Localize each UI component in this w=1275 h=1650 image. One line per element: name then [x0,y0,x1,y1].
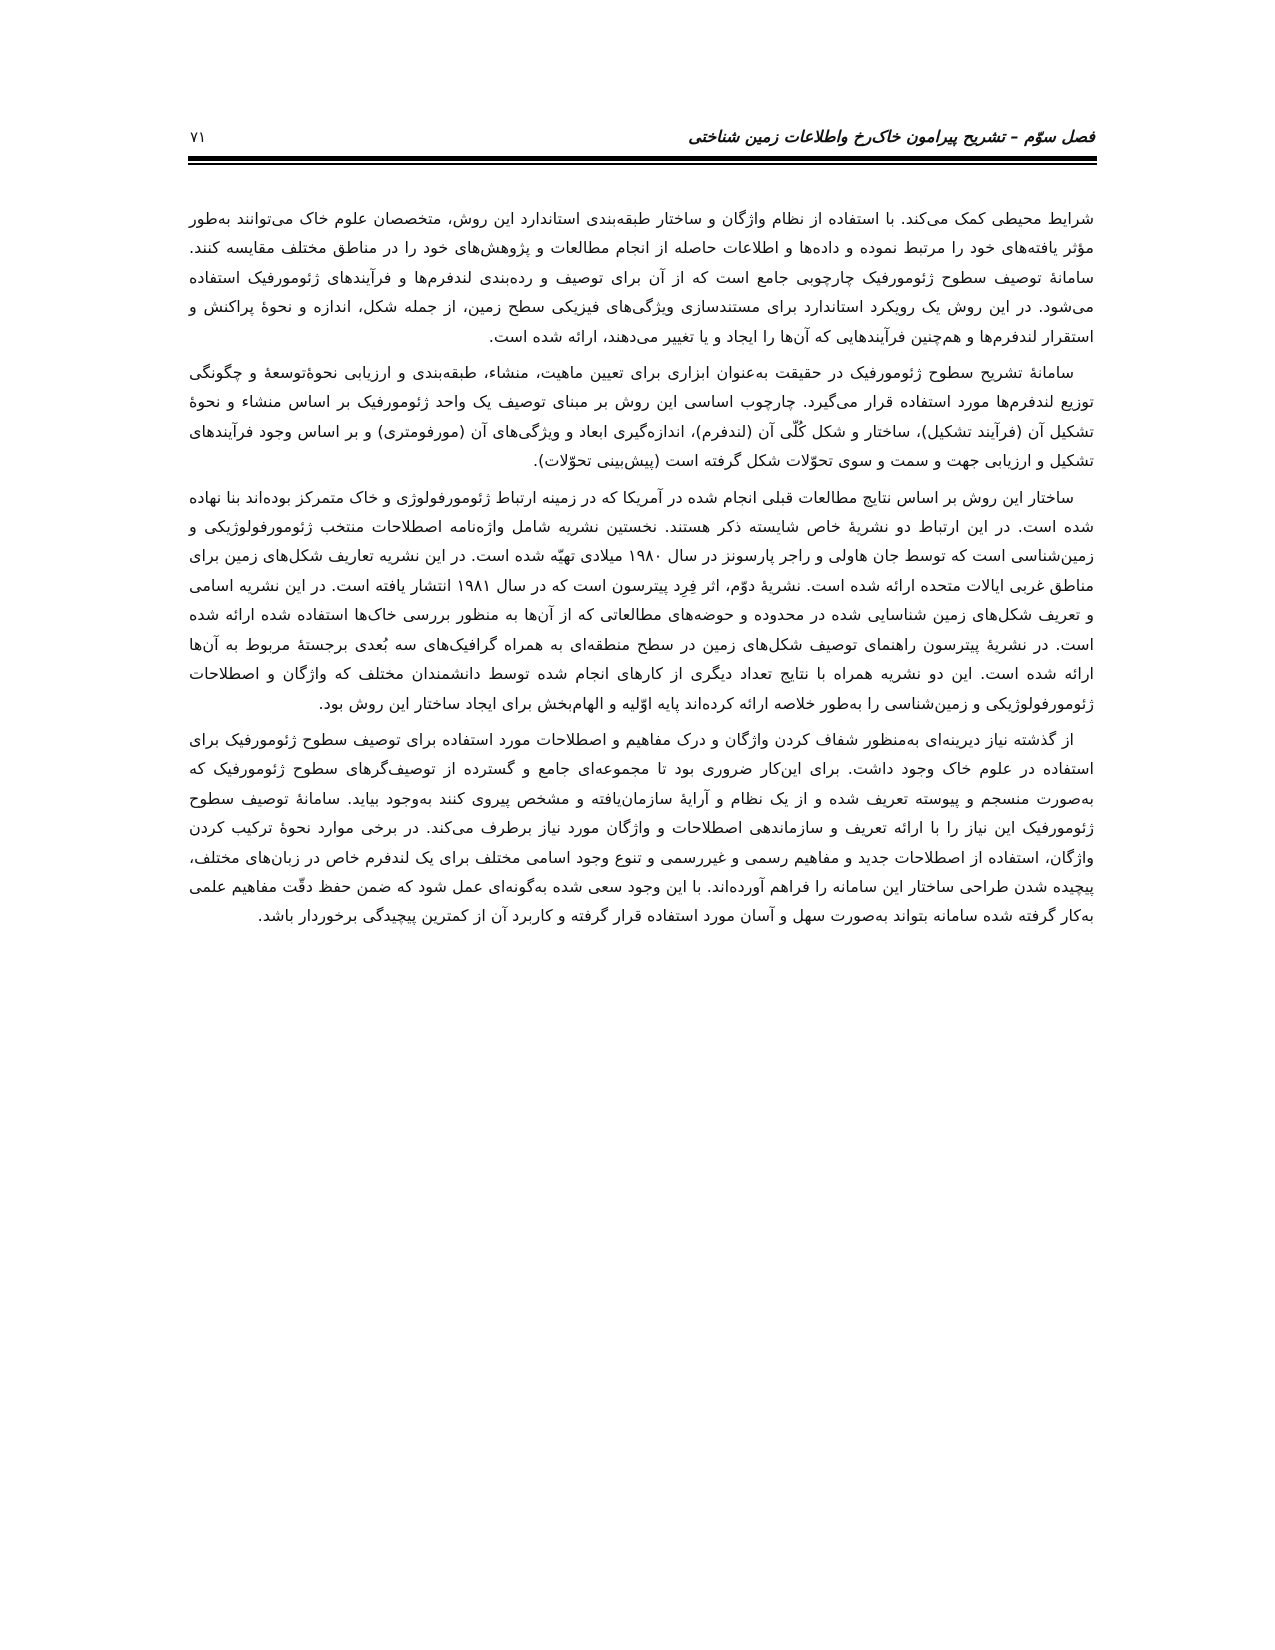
header-rule-thick [188,156,1097,161]
page-number: ۷۱ [190,128,207,146]
chapter-title: فصل سوّم – تشریح پیرامون خاک‌رخ واطلاعات زمین شناختی [688,127,1095,146]
running-header [190,124,1095,154]
paragraph-4: از گذشته نیاز دیرینه‌ای به‌منظور شفاف کردن واژگان و درک مفاهیم و اصطلاحات مورد استفاده برای توصیف سطوح ژئومورفیک برای استفاده در علوم خاک وجود داشت. برای این‌کار ضروری بود تا مجموعه‌ای جامع و گسترده از توصیف‌گرهای سطوح ژئومورفیک که به‌صورت منسجم و پیوسته تعریف شده و از یک نظام و آرایهٔ سازمان‌یافته و مشخص پیروی کنند به‌وجود بیاید. سامانهٔ توصیف سطوح ژئومورفیک این نیاز را با ارائه تعریف و سازماندهی اصطلاحات و واژگان مورد نیاز برطرف می‌کند. در برخی موارد نحوهٔ ترکیب کردن واژگان، استفاده از اصطلاحات جدید و مفاهیم رسمی و غیررسمی و تنوع وجود اسامی مختلف برای یک لندفرم خاص در زبان‌های مختلف، پیچیده شدن طراحی ساختار این سامانه را فراهم آورده‌اند. با این وجود سعی شده به‌گونه‌ای عمل شود که ضمن حفظ دقّت مفاهیم علمی به‌کار گرفته شده سامانه بتواند به‌صورت سهل و آسان مورد استفاده قرار گرفته و کاربرد آن از کمترین پیچیدگی برخوردار باشد. [189,729,1094,926]
header-rule-thin [188,163,1097,165]
body-text [189,204,1094,938]
paragraph-3: ساختار این روش بر اساس نتایج مطالعات قبلی انجام شده در آمریکا که در زمینه ارتباط ژئومورفولوژی و خاک متمرکز بوده‌اند بنا نهاده شده است. در این ارتباط دو نشریهٔ خاص شایسته ذکر هستند. نخستین نشریه شامل واژه‌نامه اصطلاحات منتخب ژئومورفولوژیکی و زمین‌شناسی است که توسط جان هاولی و راجر پارسونز در سال ۱۹۸۰ میلادی تهیّه شده است. در این نشریه تعاریف شکل‌های زمین برای مناطق غربی ایالات متحده ارائه شده است. نشریهٔ دوّم، اثر فِرِد پیترسون است که در سال ۱۹۸۱ انتشار یافته است. در این نشریه اسامی و تعریف شکل‌های زمین شناسایی شده در محدوده و حوضه‌های مطالعاتی که از آن‌ها به منظور بررسی خاک‌ها استفاده شده ارائه شده است. در نشریهٔ پیترسون راهنمای توصیف شکل‌های زمین در سطح منطقه‌ای به همراه گرافیک‌های سه بُعدی برجستهٔ مربوط به آن‌ها ارائه شده است. این دو نشریه همراه با نتایج تعداد دیگری از کارهای انجام شده توسط دانشمندان مختلف که واژگان و اصطلاحات ژئومورفولوژیکی و زمین‌شناسی را به‌طور خلاصه ارائه کرده‌اند پایه اوّلیه و الهام‌بخش برای ایجاد ساختار این روش بود. [189,487,1094,713]
paragraph-2: سامانهٔ تشریح سطوح ژئومورفیک در حقیقت به‌عنوان ابزاری برای تعیین ماهیت، منشاء، طبقه‌بندی و ارزیابی نحوهٔ‌توسعهٔ و چگونگی توزیع لندفرم‌ها مورد استفاده قرار می‌گیرد. چارچوب اساسی این روش بر مبنای توصیف یک واحد ژئومورفیک بر اساس منشاء و نحوهٔ تشکیل آن (فرآیند تشکیل)، ساختار و شکل کُلّی آن (لندفرم)، اندازه‌گیری ابعاد و ویژگی‌های آن (مورفومتری) و بر اساس وجود فرآیندهای تشکیل و ارزیابی جهت و سمت و سوی تحوّلات شکل گرفته است (پیش‌بینی تحوّلات). [189,363,1094,471]
paragraph-1: شرایط محیطی کمک می‌کند. با استفاده از نظام واژگان و ساختار طبقه‌بندی استاندارد این روش، متخصصان علوم خاک می‌توانند به‌طور مؤثر یافته‌های خود را مرتبط نموده و داده‌ها و اطلاعات حاصله از انجام مطالعات و پژوهش‌های خود را در مناطق مختلف مقایسه کنند. سامانهٔ توصیف سطوح ژئومورفیک چارچوبی جامع است که از آن برای توصیف و رده‌بندی لندفرم‌ها و فرآیندهای ژئومورفیک استفاده می‌شود. در این روش یک رویکرد استاندارد برای مستندسازی ویژگی‌های فیزیکی سطح زمین، از جمله شکل، اندازه و نحوهٔ پراکنش و استقرار لندفرم‌ها و هم‌چنین فرآیندهایی که آن‌ها را ایجاد و یا تغییر می‌دهند، ارائه شده است. [189,209,1094,346]
